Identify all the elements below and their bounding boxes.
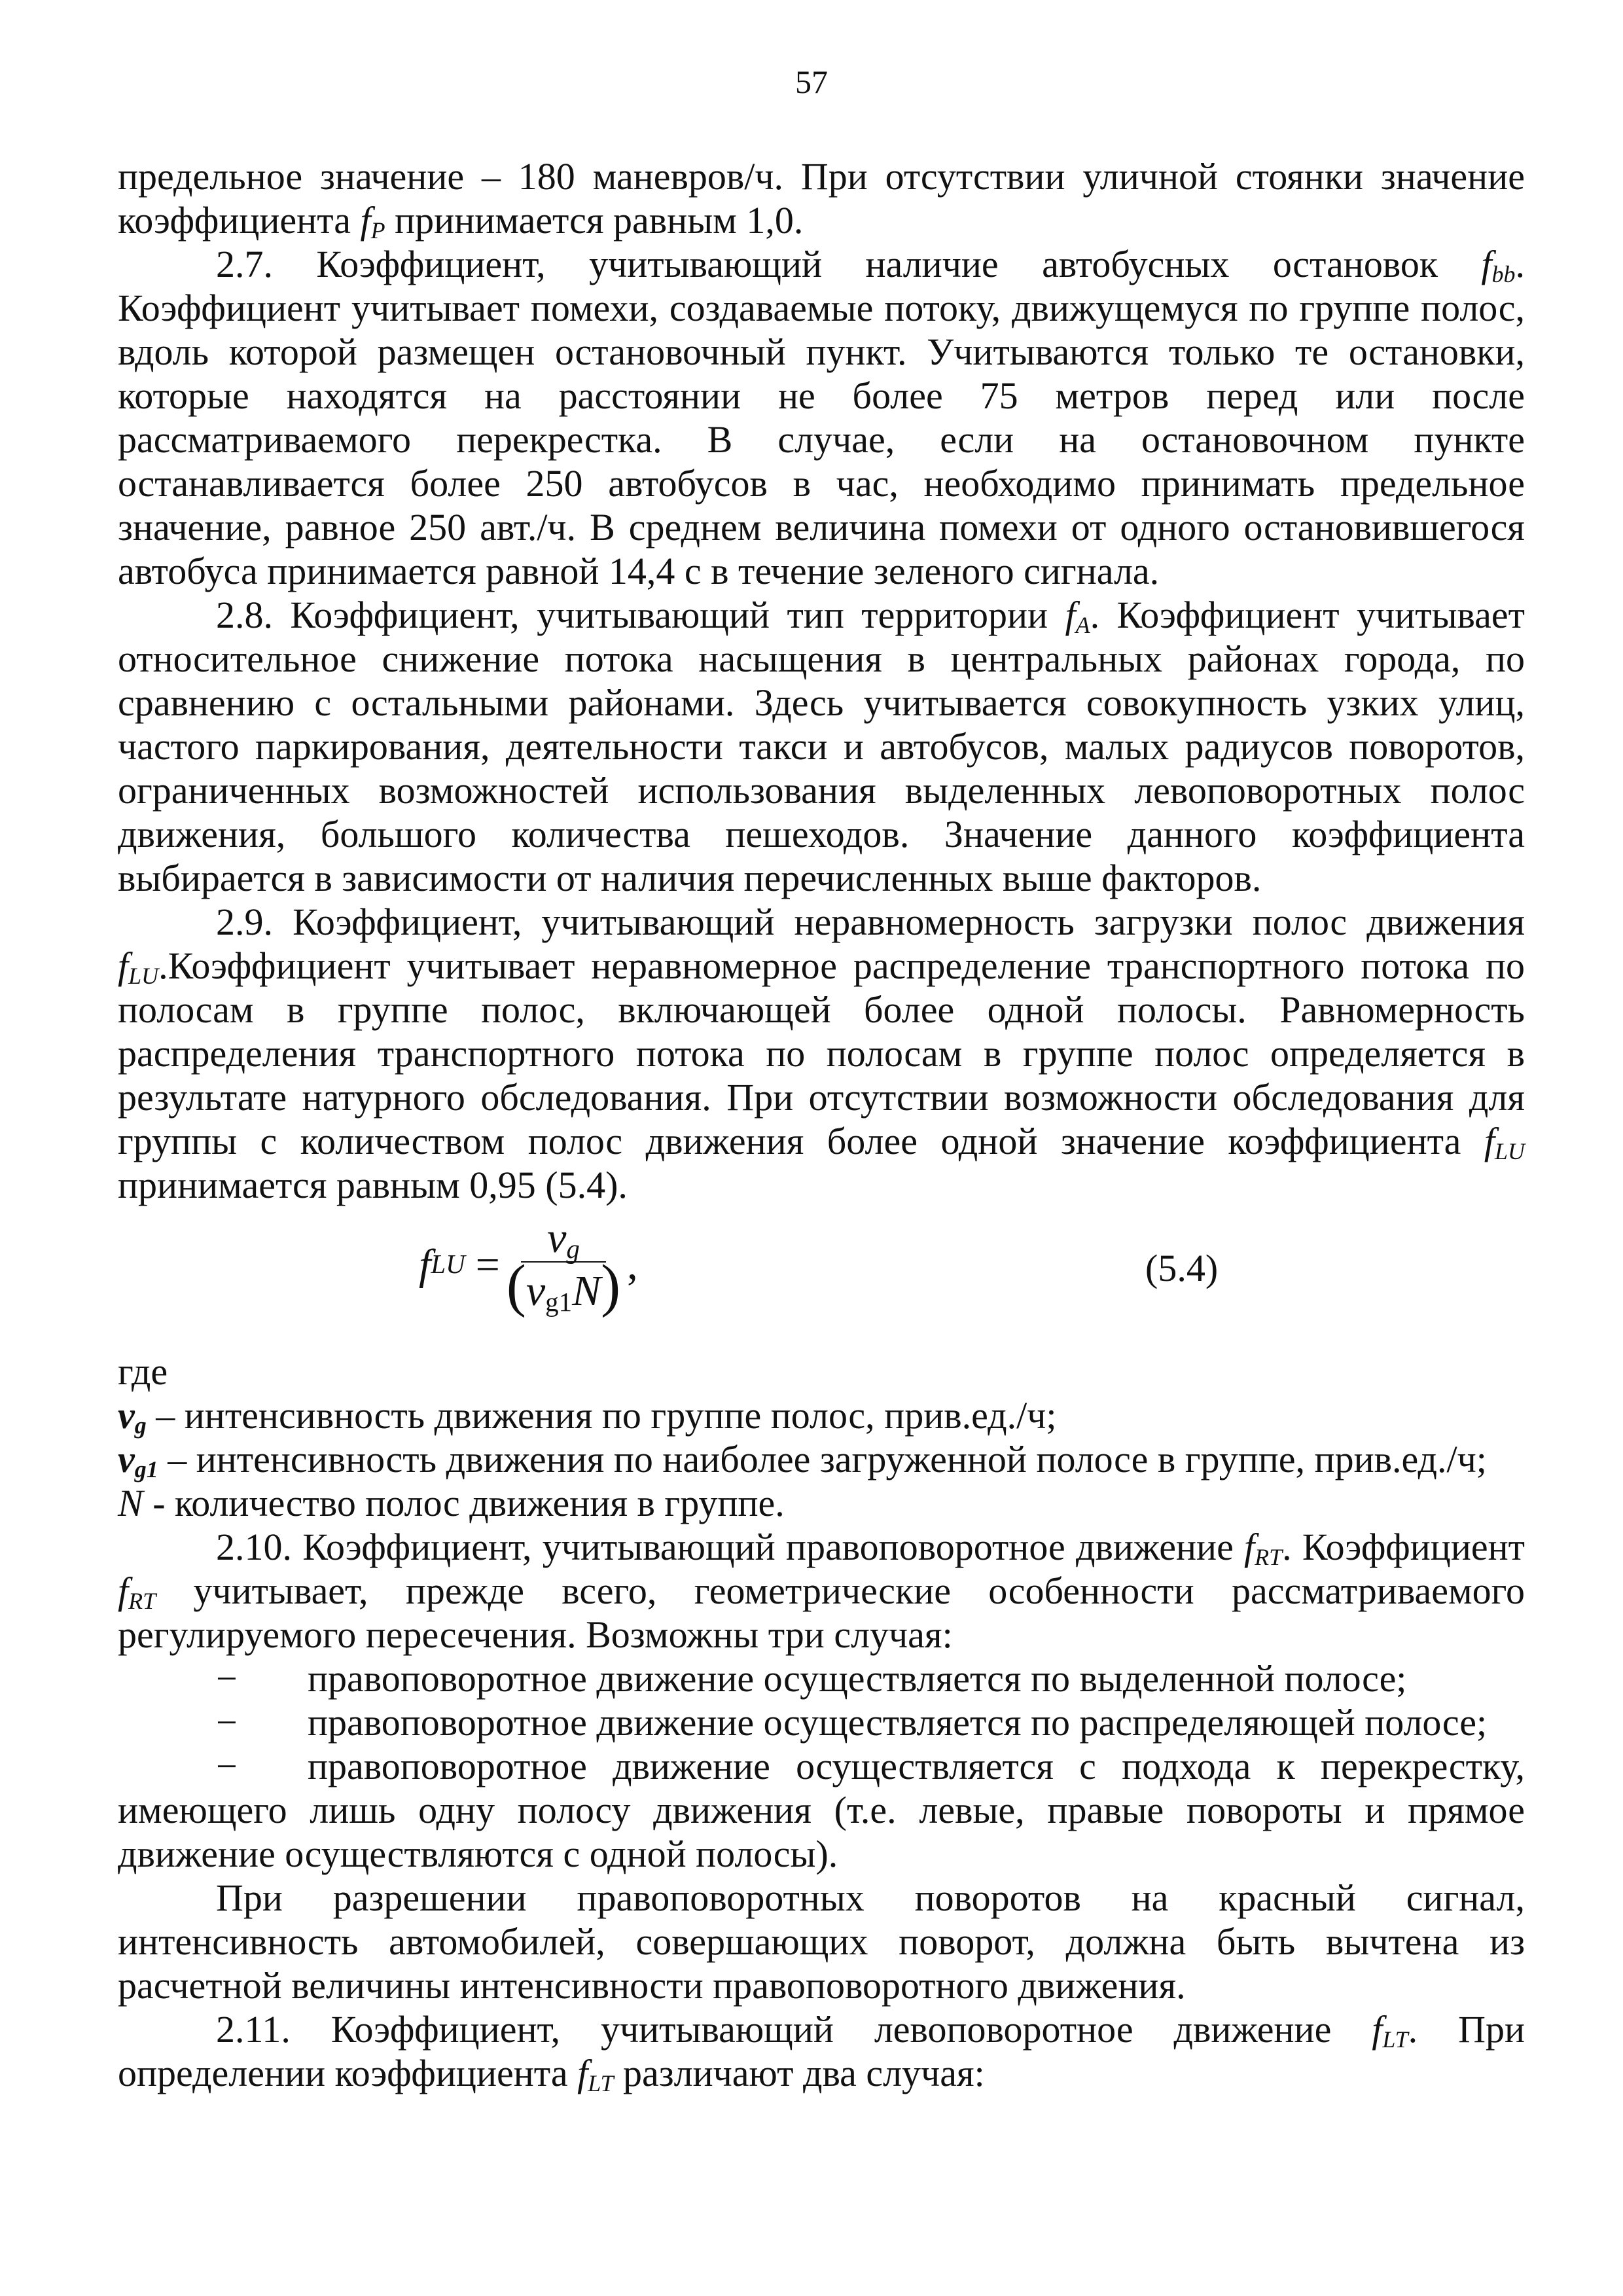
variable-f: f <box>360 199 371 242</box>
list-item: − правоповоротное движение осуществляется по распределяющей полосе; <box>118 1700 1525 1744</box>
subscript-rt: RT <box>128 1587 156 1614</box>
paragraph-2-11: 2.11. Коэффициент, учитывающий левоповоротное движение $f_{LT}$. При определении коэффициента $f_{LT}$ различают два случая: <box>118 2008 1525 2096</box>
where-label: где <box>118 1350 168 1393</box>
equation-number: (5.4) <box>1145 1247 1219 1289</box>
subscript-p: P <box>370 217 385 243</box>
list-item: − правоповоротное движение осуществляется с подхода к перекрестку, <box>118 1744 1525 1788</box>
variable-f: f <box>118 1570 129 1612</box>
formula-numerator: $v_g$ <box>521 1216 606 1263</box>
subscript-rt: RT <box>1255 1543 1283 1570</box>
formula-denominator: $(v_{g1}N)$ <box>506 1253 621 1318</box>
formula-equals: = <box>475 1240 500 1289</box>
variable-f: f <box>577 2052 588 2094</box>
paragraph-2-9: 2.9. Коэффициент, учитывающий неравномерность загрузки полос движения $f_{LU}.Коэффициент$ учитывает неравномерное распределение транспортного потока по полосам в группе полос, включающей более одной полосы. Равномерность распределения транспортного потока по полосам в группе полос определяется в результате натурного обследования. При отсутствии возможности обследования для группы с количеством полос движения более одной значение коэффициента $f_{LU}$ принимается равным 0,95 (5.4). <box>118 901 1525 1206</box>
paragraph-2-7: 2.7. Коэффициент, учитывающий наличие автобусных остановок $f_{bb}$. Коэффициент учитывает помехи, создаваемые потоку, движущемуся по группе полос, вдоль которой размещен остановочный пункт. Учитываются только те остановки, которые находятся на расстоянии не более 75 метров перед или после рассматриваемого перекрестка. В случае, если на остановочном пункте останавливается более 250 автобусов в час, необходимо принимать предельное значение, равное 250 авт./ч. В среднем величина помехи от одного остановившегося автобуса принимается равной 14,4 с в течение зеленого сигнала. <box>118 243 1525 592</box>
subscript-lu: LU <box>128 962 159 989</box>
subscript-a: A <box>1075 611 1090 638</box>
variable-f: f <box>1481 243 1492 285</box>
dash-bullet: − <box>216 1745 238 1787</box>
dash-bullet: − <box>216 1657 238 1700</box>
variable-f: f <box>118 944 129 987</box>
paragraph-2-10: 2.10. Коэффициент, учитывающий правоповоротное движение $f_{RT}$. Коэффициент $f_{RT}$ учитывает, прежде всего, геометрические особенности рассматриваемого регулируемого пересечения. Возможны три случая: <box>118 1526 1525 1656</box>
definition-n: N - количество полос движения в группе. <box>118 1482 785 1524</box>
dash-bullet: − <box>216 1701 238 1744</box>
variable-f: f <box>1065 594 1076 636</box>
subscript-lt: LT <box>588 2070 614 2096</box>
page-body <box>118 154 1525 2095</box>
variable-f: f <box>1484 1120 1495 1162</box>
variable-f: f <box>1244 1526 1255 1568</box>
paragraph-2-8: 2.8. Коэффициент, учитывающий тип территории $f_A$. Коэффициент учитывает относительное снижение потока насыщения в центральных районах города, по сравнению с остальными районами. Здесь учитывается совокупность узких улиц, частого паркирования, деятельности такси и автобусов, малых радиусов поворотов, ограниченных возможностей использования выделенных левоповоротных полос движения, большого количества пешеходов. Значение данного коэффициента выбирается в зависимости от наличия перечисленных выше факторов. <box>118 594 1525 899</box>
paragraph-red-turn: При разрешении правоповоротных поворотов на красный сигнал, интенсивность автомобилей, совершающих поворот, должна быть вычтена из расчетной величины интенсивности правоповоротного движения. <box>118 1876 1525 2007</box>
definition-vg1: $v_{g1}$ – интенсивность движения по наиболее загруженной полосе в группе, прив.ед./ч; <box>118 1438 1487 1482</box>
paragraph-continuation-line-2: коэффициента $f_P$ принимается равным 1,0. <box>118 199 804 243</box>
subscript-bb: bb <box>1491 260 1516 287</box>
formula-comma: , <box>627 1240 638 1289</box>
definition-vg: $v_g$ – интенсивность движения по группе полос, прив.ед./ч; <box>118 1394 1057 1439</box>
list-item: − правоповоротное движение осуществляется по выделенной полосе; <box>118 1657 1525 1700</box>
variable-f: f <box>1372 2008 1383 2051</box>
formula-5-4 <box>118 1207 1525 1350</box>
subscript-lt: LT <box>1382 2026 1408 2053</box>
list-item-continuation: имеющего лишь одну полосу движения (т.е. левые, правые повороты и прямое движение осуществляются с одной полосы). <box>118 1789 1525 1875</box>
paragraph-continuation-line-1: предельное значение – 180 маневров/ч. При отсутствии уличной стоянки значение <box>118 155 1525 198</box>
formula-expression: f LU = $\frac{v_g}{(v_{g1}N)}$ , <box>419 1214 638 1318</box>
subscript-lu: LU <box>1495 1138 1525 1164</box>
formula-lhs-f: f <box>419 1240 431 1289</box>
page-number: 57 <box>795 63 828 100</box>
